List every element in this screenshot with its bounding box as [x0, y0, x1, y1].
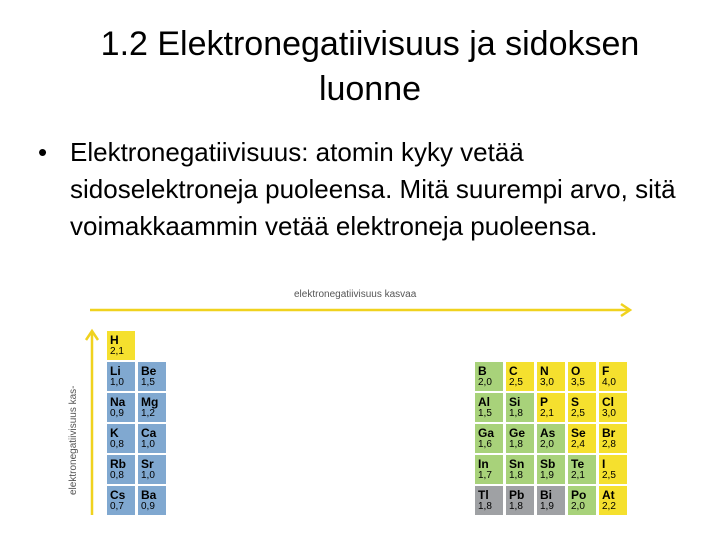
element-symbol: Rb: [110, 457, 126, 471]
element-electronegativity: 2,0: [540, 439, 554, 450]
element-electronegativity: 3,5: [571, 377, 585, 388]
element-cell-al: [475, 393, 503, 422]
element-electronegativity: 1,5: [141, 377, 155, 388]
vertical-axis-label: elektronegatiivisuus kas-: [68, 385, 79, 495]
element-symbol: Na: [110, 395, 126, 409]
element-electronegativity: 2,5: [509, 377, 523, 388]
element-cell-c: [506, 362, 534, 391]
element-cell-ca: [138, 424, 166, 453]
element-symbol: N: [540, 364, 549, 378]
element-cell-i: [599, 455, 627, 484]
element-electronegativity: 0,9: [141, 501, 155, 512]
element-symbol: Sr: [141, 457, 154, 471]
element-symbol: I: [602, 457, 606, 471]
element-electronegativity: 1,2: [141, 408, 155, 419]
element-electronegativity: 2,1: [540, 408, 554, 419]
element-symbol: As: [540, 426, 556, 440]
element-cell-te: [568, 455, 596, 484]
element-symbol: Be: [141, 364, 157, 378]
element-symbol: In: [478, 457, 489, 471]
element-cell-mg: [138, 393, 166, 422]
element-electronegativity: 3,0: [602, 408, 616, 419]
element-electronegativity: 0,7: [110, 501, 124, 512]
element-cell-b: [475, 362, 503, 391]
element-electronegativity: 1,8: [509, 439, 523, 450]
element-cell-sb: [537, 455, 565, 484]
element-electronegativity: 2,8: [602, 439, 616, 450]
horizontal-axis-label: elektronegatiivisuus kasvaa: [294, 289, 417, 300]
element-symbol: B: [478, 364, 487, 378]
element-cell-li: [107, 362, 135, 391]
element-symbol: K: [110, 426, 119, 440]
element-cell-br: [599, 424, 627, 453]
element-electronegativity: 0,8: [110, 470, 124, 481]
slide-title-line-2: luonne: [318, 70, 422, 108]
element-cell-rb: [107, 455, 135, 484]
element-symbol: Tl: [478, 488, 489, 502]
element-electronegativity: 0,9: [110, 408, 124, 419]
bullet-icon: •: [38, 137, 48, 167]
element-symbol: At: [602, 488, 615, 502]
element-electronegativity: 1,9: [540, 470, 554, 481]
element-symbol: Cs: [110, 488, 126, 502]
element-symbol: Al: [478, 395, 490, 409]
element-cell-cl: [599, 393, 627, 422]
element-cell-f: [599, 362, 627, 391]
element-symbol: H: [110, 333, 119, 347]
element-electronegativity: 1,8: [509, 408, 523, 419]
element-symbol: Ca: [141, 426, 157, 440]
bullet-text: Elektronegatiivisuus: atomin kyky vetää sidoselektroneja puoleensa. Mitä suurempi arvo, sitä voimakkaammin vetää elektroneja puoleensa.: [70, 137, 676, 241]
element-cell-bi: [537, 486, 565, 515]
element-cell-as: [537, 424, 565, 453]
element-electronegativity: 2,2: [602, 501, 616, 512]
element-cell-tl: [475, 486, 503, 515]
element-electronegativity: 2,4: [571, 439, 585, 450]
element-cell-p: [537, 393, 565, 422]
element-cell-k: [107, 424, 135, 453]
element-symbol: S: [571, 395, 580, 409]
element-electronegativity: 2,5: [602, 470, 616, 481]
element-symbol: O: [571, 364, 581, 378]
element-electronegativity: 0,8: [110, 439, 124, 450]
element-electronegativity: 2,1: [110, 346, 124, 357]
element-cell-na: [107, 393, 135, 422]
element-electronegativity: 1,9: [540, 501, 554, 512]
element-symbol: C: [509, 364, 518, 378]
slide-title: [60, 22, 680, 112]
element-cell-be: [138, 362, 166, 391]
element-symbol: Li: [110, 364, 121, 378]
element-cell-po: [568, 486, 596, 515]
element-symbol: Ba: [141, 488, 157, 502]
element-electronegativity: 2,1: [571, 470, 585, 481]
element-electronegativity: 2,0: [571, 501, 585, 512]
element-cell-pb: [506, 486, 534, 515]
element-cell-h: [107, 331, 135, 360]
element-symbol: Bi: [540, 488, 552, 502]
element-cell-n: [537, 362, 565, 391]
element-symbol: Se: [571, 426, 586, 440]
element-cell-o: [568, 362, 596, 391]
element-cell-se: [568, 424, 596, 453]
element-electronegativity: 2,0: [478, 377, 492, 388]
element-cell-ba: [138, 486, 166, 515]
element-electronegativity: 4,0: [602, 377, 616, 388]
element-cell-si: [506, 393, 534, 422]
element-electronegativity: 1,6: [478, 439, 492, 450]
element-cell-at: [599, 486, 627, 515]
periodic-table-figure: [68, 283, 642, 523]
element-symbol: P: [540, 395, 549, 409]
element-symbol: Cl: [602, 395, 614, 409]
element-symbol: F: [602, 364, 610, 378]
element-electronegativity: 1,8: [509, 501, 523, 512]
element-electronegativity: 1,5: [478, 408, 492, 419]
element-electronegativity: 1,8: [478, 501, 492, 512]
element-cell-s: [568, 393, 596, 422]
element-cell-in: [475, 455, 503, 484]
element-cell-sn: [506, 455, 534, 484]
element-electronegativity: 1,0: [141, 439, 155, 450]
element-symbol: Br: [602, 426, 616, 440]
element-electronegativity: 1,0: [110, 377, 124, 388]
element-symbol: Ge: [509, 426, 526, 440]
element-symbol: Pb: [509, 488, 525, 502]
element-symbol: Po: [571, 488, 587, 502]
bullet-item: [38, 134, 678, 245]
element-symbol: Mg: [141, 395, 159, 409]
element-cell-ga: [475, 424, 503, 453]
element-symbol: Sn: [509, 457, 525, 471]
element-electronegativity: 3,0: [540, 377, 554, 388]
element-symbol: Si: [509, 395, 521, 409]
element-cell-sr: [138, 455, 166, 484]
element-electronegativity: 2,5: [571, 408, 585, 419]
element-electronegativity: 1,7: [478, 470, 492, 481]
element-cell-cs: [107, 486, 135, 515]
slide-title-line-1: 1.2 Elektronegatiivisuus ja sidoksen: [100, 25, 640, 63]
element-symbol: Sb: [540, 457, 556, 471]
element-electronegativity: 1,0: [141, 470, 155, 481]
element-symbol: Te: [571, 457, 585, 471]
element-electronegativity: 1,8: [509, 470, 523, 481]
element-cell-ge: [506, 424, 534, 453]
element-symbol: Ga: [478, 426, 495, 440]
